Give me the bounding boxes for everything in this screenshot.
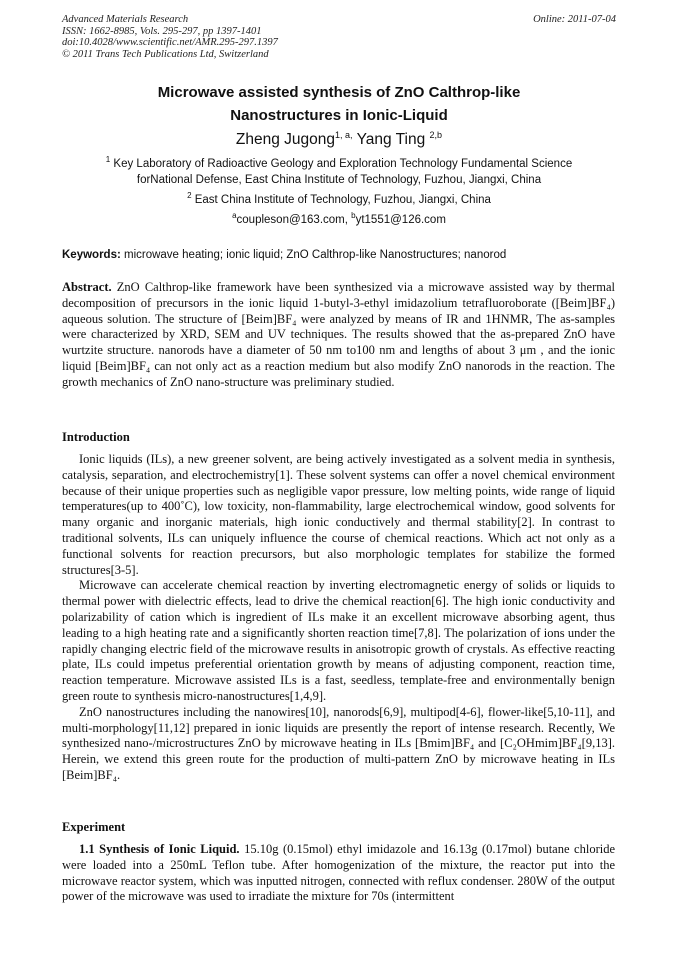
copyright: © 2011 Trans Tech Publications Ltd, Switzerland <box>62 48 269 60</box>
introduction-heading: Introduction <box>62 430 130 444</box>
affiliation-2 <box>0 192 678 208</box>
authors <box>0 131 678 149</box>
email-b: yt1551@126.com <box>355 214 446 226</box>
experiment-heading: Experiment <box>62 820 126 834</box>
journal-info <box>62 14 278 60</box>
intro-paragraph-3: ZnO nanostructures including the nanowires[10], nanorods[6,9], multipod[4-6], flower-like[5,10-11], and multi-morphology[11,12] prepared in ionic liquids are presently the report of intense research. Recently, We synthesized nano-/microstructures ZnO by microwave heating in ILs [Bmim]BF₄ and [C₂OHmim]BF₄[9,13]. Herein, we extend this green route for the production of multi-pattern ZnO by microwave heating in ILs [Beim]BF₄. <box>62 704 615 782</box>
author-1-affil: 1, a, <box>335 129 353 140</box>
email-a: coupleson@163.com, <box>236 214 348 226</box>
issn: ISSN: 1662-8985, Vols. 295-297, pp 1397-1401 <box>62 25 262 37</box>
title-line-2: Nanostructures in Ionic-Liquid <box>230 107 448 124</box>
author-2-affil: 2,b <box>429 129 443 140</box>
doi: doi:10.4028/www.scientific.net/AMR.295-297.1397 <box>62 37 278 48</box>
keywords-text: microwave heating; ionic liquid; ZnO Calthrop-like Nanostructures; nanorod <box>124 249 507 261</box>
experiment-paragraph-1: 15.10g (0.15mol) ethyl imidazole and 16.13g (0.17mol) butane chloride were loaded into a 250mL Teflon tube. After homogenization of the mixture, the reactor put into the microwave reactor system, which was inputted nitrogen, connected with reflux condenser. 280W of the output power of the microwave was used to irradiate the mixture for 70s (intermittent <box>62 842 615 904</box>
aff1-line2: forNational Defense, East China Institute of Technology, Fuzhou, Jiangxi, China <box>136 174 542 186</box>
aff2-marker: 2 <box>187 191 192 201</box>
affiliation-1 <box>0 156 678 188</box>
abstract-label: Abstract. <box>62 280 112 294</box>
intro-paragraph-2: Microwave can accelerate chemical reaction by inverting electromagnetic energy of solids or liquids to thermal power with dielectric effects, lead to drive the chemical reaction[6]. The high ionic conductivity and polarizability of cation which is ingredient of ILs make it an excellent microwave absorbing agent, thus leading to a high heating rate and a significantly shorten reaction time[7,8]. The polarization of ions under the rapidly changing electric field of the microwave results in anisotropic growth of crystals. As effective reacting plate, ILs could impetus preferential orientation growth by means of adjusting component, reaction time, reaction temperature. Microwave assisted ILs is a fast, seedless, template-free and environmentally benign green route to synthesis micro-nanostructures[1,4,9]. <box>62 578 615 703</box>
experiment-body <box>62 842 615 905</box>
email-a-marker: a <box>232 211 237 221</box>
online-date: Online: 2011-07-04 <box>533 14 616 25</box>
emails <box>0 212 678 228</box>
title-line-1: Microwave assisted synthesis of ZnO Calthrop-like <box>157 84 521 101</box>
author-2: Yang Ting <box>356 131 426 148</box>
introduction-body <box>62 452 615 784</box>
journal-name: Advanced Materials Research <box>62 14 189 25</box>
abstract <box>62 280 615 391</box>
subsection-1-1-label: 1.1 Synthesis of Ionic Liquid. <box>79 842 240 856</box>
author-1: Zheng Jugong <box>235 131 336 148</box>
paper-title <box>0 81 678 127</box>
intro-paragraph-1: Ionic liquids (ILs), a new greener solvent, are being actively investigated as a solvent media in synthesis, catalysis, separation, and electrochemistry[1]. These solvent systems can offer a novel chemical environment because of their unique properties such as negligible vapor pressure, low melting points, wide range of liquid temperatures(up to 400˚C), low toxicity, non-flammability, large electrochemical window, good solvents for many organic and inorganic materials, high ionic conductively and thermal stability[2]. In contrast to traditional solvents, ILs can uniquely influence the course of chemical reactions. Which act not only as a functional solvents for reaction precursors, but also morphologic templates for stabilize the formed structures[3-5]. <box>62 452 615 577</box>
aff1-marker: 1 <box>105 155 111 165</box>
email-b-marker: b <box>351 211 356 221</box>
aff2-text: East China Institute of Technology, Fuzhou, Jiangxi, China <box>194 194 491 206</box>
keywords <box>62 249 622 261</box>
aff1-line1: Key Laboratory of Radioactive Geology and Exploration Technology Fundamental Science <box>113 158 573 170</box>
abstract-text: ZnO Calthrop-like framework have been synthesized via a microwave assisted way by thermal decomposition of precursors in the ionic liquid 1-butyl-3-ethyl imidazolium tetrafluoroborate ([Beim]BF₄) aqueous solution. The structure of [Beim]BF₄ were analyzed by means of IR and 1HNMR, The as-samples were characterized by XRD, SEM and UV techniques. The results showed that the as-prepared ZnO have wurtzite structure. nanorods have a diameter of 50 nm to100 nm and lengths of about 3 μm , and the ionic liquid [Beim]BF₄ can not only act as a reaction medium but also modify ZnO nanorods in the reaction. The growth mechanics of ZnO nano-structure was preliminary studied. <box>62 280 615 389</box>
keywords-label: Keywords: <box>62 249 121 261</box>
